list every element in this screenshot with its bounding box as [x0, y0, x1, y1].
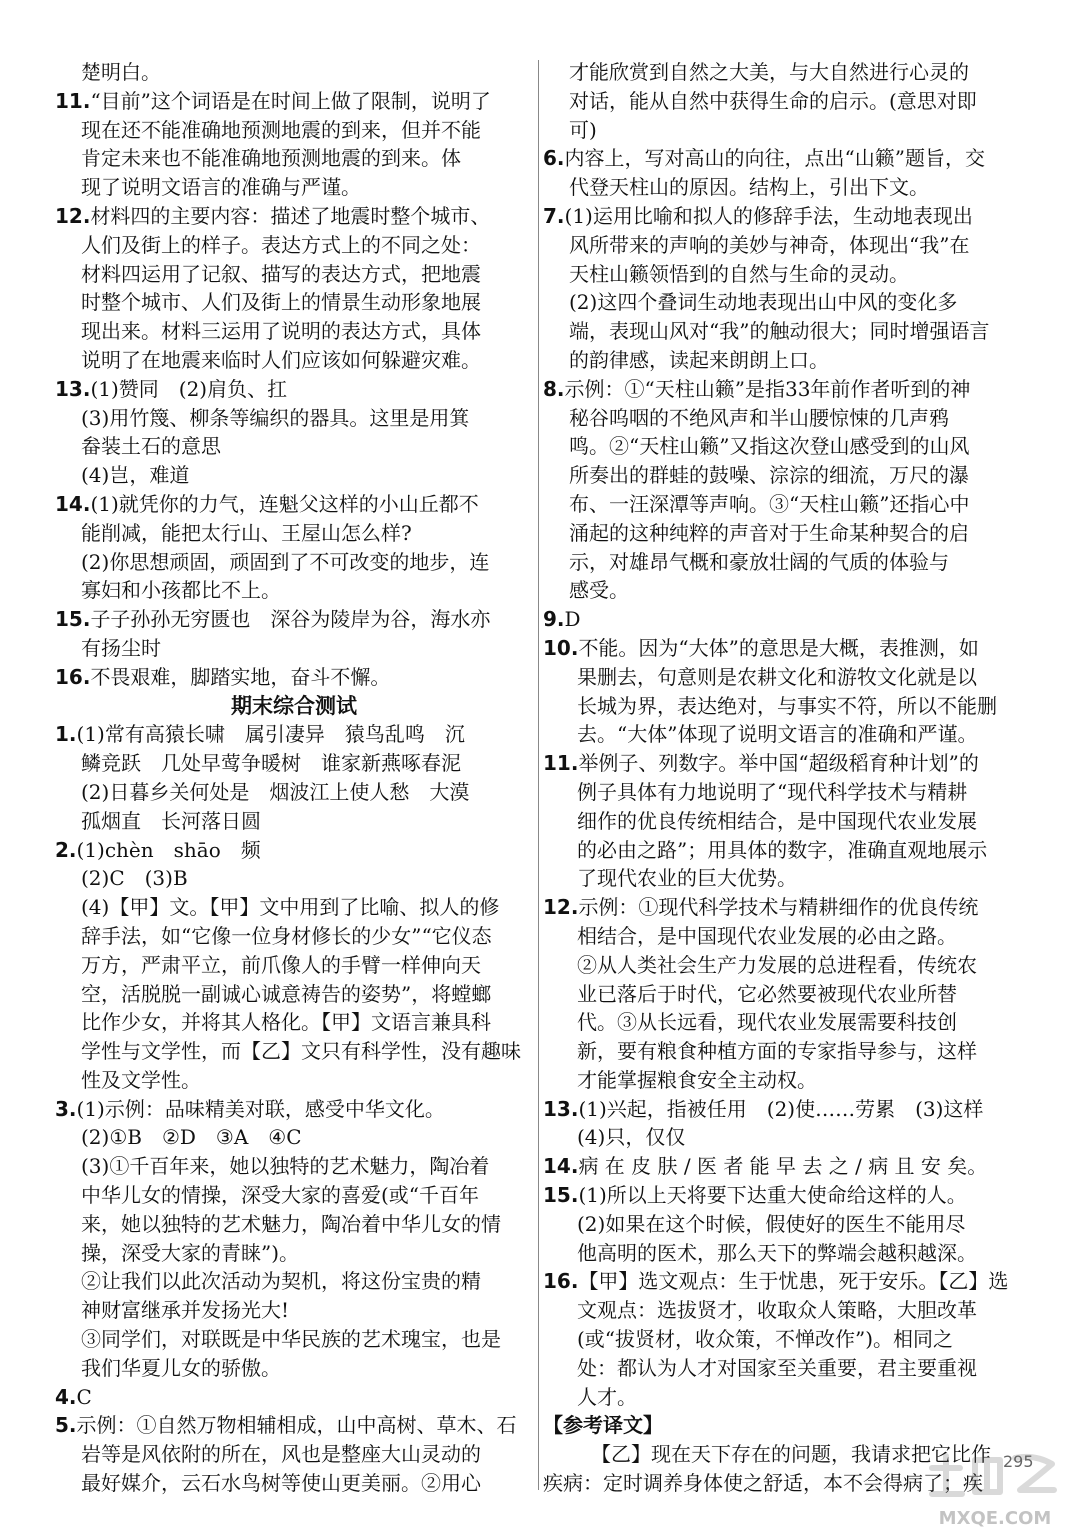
answer-line — [55, 778, 533, 807]
answer-line — [55, 1181, 533, 1210]
answer-line — [55, 1383, 533, 1412]
answer-line — [55, 893, 533, 922]
question-number: 9. — [543, 607, 565, 632]
answer-line — [55, 807, 533, 836]
answer-text: 材料四运用了记叙、描写的表达方式，把地震 — [81, 261, 481, 286]
answer-line — [55, 1325, 533, 1354]
answer-line — [55, 1469, 533, 1498]
answer-text: 疾病：定时调养身体使之舒适，本不会得病了；疾 — [543, 1471, 983, 1496]
answer-text: 处：都认为人才对国家至关重要，君主要重视 — [577, 1355, 977, 1380]
answer-text: 比作少女，并将其人格化。【甲】文语言兼具科 — [81, 1010, 491, 1035]
answer-text: 果删去，句意则是农耕文化和游牧文化就是以 — [577, 664, 977, 689]
answer-line — [543, 720, 1021, 749]
question-number: 14. — [55, 491, 91, 516]
answer-text: 所奏出的群蛙的鼓噪、淙淙的细流，万尺的瀑 — [569, 463, 969, 488]
answer-text: (1)运用比喻和拟人的修辞手法，生动地表现出 — [564, 203, 973, 228]
answer-line — [543, 634, 1021, 663]
answer-text: 神财富继承并发扬光大! — [81, 1298, 290, 1323]
answer-line — [55, 951, 533, 980]
answer-text: (3)①千百年来，她以独特的艺术魅力，陶冶着 — [81, 1154, 490, 1179]
answer-line — [543, 1411, 1021, 1440]
answer-text: 了现代农业的巨大优势。 — [577, 866, 797, 891]
answer-text: 性及文学性。 — [81, 1067, 201, 1092]
answer-line — [543, 1325, 1021, 1354]
answer-text: 对话，能从自然中获得生命的启示。(意思对即 — [569, 88, 977, 113]
answer-line — [543, 231, 1021, 260]
question-number: 12. — [543, 895, 579, 920]
answer-line — [543, 288, 1021, 317]
answer-line — [543, 1181, 1021, 1210]
answer-text: (1)所以上天将要下达重大使命给这样的人。 — [578, 1183, 967, 1208]
answer-line — [543, 807, 1021, 836]
answer-text: 操，深受大家的青睐”)。 — [81, 1240, 300, 1265]
answer-line — [543, 1267, 1021, 1296]
answer-line — [543, 1152, 1021, 1181]
answer-line — [543, 1210, 1021, 1239]
answer-line — [543, 1296, 1021, 1325]
answer-line — [543, 692, 1021, 721]
question-number: 1. — [55, 722, 77, 747]
answer-line — [543, 1354, 1021, 1383]
answer-line — [55, 231, 533, 260]
answer-line — [55, 864, 533, 893]
answer-text: 的韵律感，读起来朗朗上口。 — [569, 347, 829, 372]
answer-text: (或“拔贤材，收众策，不惮改作”)。相同之 — [577, 1327, 954, 1352]
answer-line — [55, 1296, 533, 1325]
answer-line — [55, 548, 533, 577]
answer-line — [55, 260, 533, 289]
question-number: 4. — [55, 1384, 77, 1409]
answer-text: 代。③从长远看，现代农业发展需要科技创 — [577, 1010, 957, 1035]
answer-line — [55, 346, 533, 375]
answer-text: C — [76, 1384, 92, 1409]
answer-text: 学性与文学性，而【乙】文只有科学性，没有趣味 — [81, 1039, 521, 1064]
answer-text: 现在还不能准确地预测地震的到来，但并不能 — [81, 117, 481, 142]
answer-text: 才能欣赏到自然之大美，与大自然进行心灵的 — [569, 60, 969, 84]
answer-text: 材料四的主要内容：描述了地震时整个城市、 — [90, 203, 491, 228]
answer-text: 去。“大体”体现了说明文语言的准确和严谨。 — [577, 722, 978, 747]
answer-text: (4)只，仅仅 — [577, 1125, 686, 1150]
reference-heading: 【参考译文】 — [543, 1413, 663, 1438]
answer-line — [543, 1037, 1021, 1066]
answer-line — [543, 519, 1021, 548]
answer-text: 不能。因为“大体”的意思是大概，表推测，如 — [578, 635, 979, 660]
watermark-text: MXQE.COM — [938, 1508, 1052, 1529]
answer-text: 岩等是风依附的所在，风也是整座大山灵动的 — [81, 1442, 481, 1467]
question-number: 6. — [543, 146, 565, 171]
answer-text: (2)C (3)B — [81, 866, 188, 891]
answer-text: D — [564, 607, 581, 632]
answer-line — [543, 778, 1021, 807]
answer-line — [55, 375, 533, 404]
page-number: 295 — [1003, 1452, 1034, 1471]
question-number: 14. — [543, 1154, 579, 1179]
answer-text: 业已落后于时代，它必然要被现代农业所替 — [577, 981, 957, 1006]
answer-text: 示例：①“天柱山籁”是指33年前作者听到的神 — [564, 376, 971, 401]
answer-line — [543, 202, 1021, 231]
answer-text: (1)常有高猿长啸 属引凄异 猿鸟乱鸣 沉 — [76, 722, 465, 747]
answer-text: 天柱山籁领悟到的自然与生命的灵动。 — [569, 261, 909, 286]
answer-text: 肯定未来也不能准确地预测地震的到来。体 — [81, 146, 461, 171]
answer-text: 内容上，写对高山的向往，点出“山籁”题旨，交 — [564, 146, 985, 171]
answer-text: 感受。 — [569, 578, 629, 603]
answer-text: 说明了在地震来临时人们应该如何躲避灾难。 — [81, 347, 481, 372]
answer-text: 布、一汪深潭等声响。③“天柱山籁”还指心中 — [569, 491, 970, 516]
answer-text: 他高明的医术，那么天下的弊端会越积越深。 — [577, 1240, 977, 1265]
answer-line — [55, 116, 533, 145]
answer-text: 现出来。材料三运用了说明的表达方式，具体 — [81, 319, 481, 344]
answer-text: (2)①B ②D ③A ④C — [81, 1125, 302, 1150]
answer-line — [55, 980, 533, 1009]
answer-text: (3)用竹篾、柳条等编织的器具。这里是用箕 — [81, 405, 470, 430]
question-number: 2. — [55, 837, 77, 862]
answer-line — [543, 260, 1021, 289]
answer-text: (2)你思想顽固，顽固到了不可改变的地步，连 — [81, 549, 490, 574]
answer-line — [543, 548, 1021, 577]
section-title: 期末综合测试 — [231, 693, 357, 718]
answer-text: 现了说明文语言的准确与严谨。 — [81, 175, 361, 200]
answer-text: (1)赞同 (2)肩负、扛 — [90, 376, 288, 401]
answer-text: 辞手法，如“它像一位身材修长的少女”“它仪态 — [81, 923, 492, 948]
answer-line — [543, 58, 1021, 87]
question-number: 16. — [55, 664, 91, 689]
question-number: 15. — [55, 607, 91, 632]
question-number: 15. — [543, 1183, 579, 1208]
answer-line — [55, 173, 533, 202]
answer-line — [55, 1008, 533, 1037]
answer-line — [55, 1440, 533, 1469]
answer-line — [55, 58, 533, 87]
answer-line — [543, 1123, 1021, 1152]
question-number: 5. — [55, 1413, 77, 1438]
question-number: 7. — [543, 203, 565, 228]
watermark-logo — [920, 1446, 1070, 1531]
answer-text: 人们及街上的样子。表达方式上的不同之处： — [81, 232, 481, 257]
answer-text: 的必由之路”；用具体的数字，准确直观地展示 — [577, 837, 988, 862]
answer-line — [55, 1095, 533, 1124]
question-number: 16. — [543, 1269, 579, 1294]
question-number: 8. — [543, 376, 565, 401]
answer-line — [543, 1383, 1021, 1412]
answer-line — [543, 144, 1021, 173]
answer-text: (1)就凭你的力气，连魁父这样的小山丘都不 — [90, 491, 479, 516]
left-column — [55, 58, 533, 1498]
answer-line — [543, 87, 1021, 116]
answer-text: 能削减，能把太行山、王屋山怎么样? — [81, 520, 412, 545]
answer-line — [55, 1267, 533, 1296]
answer-line — [543, 461, 1021, 490]
answer-line — [55, 87, 533, 116]
answer-line — [543, 116, 1021, 145]
answer-text: 空，活脱脱一副诚心诚意祷告的姿势”，将螳螂 — [81, 981, 492, 1006]
question-number: 10. — [543, 635, 579, 660]
answer-text: 鳞竞跃 几处早莺争暖树 谁家新燕啄春泥 — [81, 751, 461, 776]
answer-line — [543, 1095, 1021, 1124]
answer-text: (4)【甲】文。【甲】文中用到了比喻、拟人的修 — [81, 895, 500, 920]
answer-text: ③同学们，对联既是中华民族的艺术瑰宝，也是 — [81, 1327, 501, 1352]
answer-line — [55, 202, 533, 231]
question-number: 11. — [55, 88, 91, 113]
answer-line — [55, 1037, 533, 1066]
answer-text: 楚明白。 — [81, 60, 161, 84]
answer-line — [543, 922, 1021, 951]
answer-text: 畚装土石的意思 — [81, 434, 221, 459]
answer-text: 中华儿女的情操，深受大家的喜爱(或“千百年 — [81, 1183, 480, 1208]
answer-line — [55, 1239, 533, 1268]
answer-text: 示，对雄昂气概和豪放壮阔的气质的体验与 — [569, 549, 949, 574]
answer-text: 来，她以独特的艺术魅力，陶冶着中华儿女的情 — [81, 1211, 501, 1236]
answer-text: 例子具体有力地说明了“现代科学技术与精耕 — [577, 779, 968, 804]
answer-line — [543, 980, 1021, 1009]
answer-text: 示例：①现代科学技术与精耕细作的优良传统 — [578, 895, 979, 920]
answer-line — [543, 605, 1021, 634]
question-number: 13. — [55, 376, 91, 401]
answer-text: 不畏艰难，脚踏实地，奋斗不懈。 — [90, 664, 391, 689]
answer-line — [55, 836, 533, 865]
answer-line — [543, 404, 1021, 433]
answer-text: 最好媒介，云石水鸟树等使山更美丽。②用心 — [81, 1471, 481, 1496]
answer-text: ②让我们以此次活动为契机，将这份宝贵的精 — [81, 1269, 481, 1294]
answer-text: 才能掌握粮食安全主动权。 — [577, 1067, 817, 1092]
question-number: 3. — [55, 1096, 77, 1121]
answer-line — [55, 720, 533, 749]
answer-text: (1)兴起，指被任用 (2)使……劳累 (3)这样 — [578, 1096, 984, 1121]
answer-line — [55, 1066, 533, 1095]
answer-line — [55, 634, 533, 663]
answer-line — [543, 432, 1021, 461]
answer-text: (2)这四个叠词生动地表现出山中风的变化多 — [569, 290, 958, 315]
answer-text: 新，要有粮食种植方面的专家指导参与，这样 — [577, 1039, 977, 1064]
answer-text: 秘谷呜咽的不绝风声和半山腰惊悚的几声鸦 — [569, 405, 949, 430]
answer-text: 孤烟直 长河落日圆 — [81, 808, 261, 833]
answer-line — [55, 605, 533, 634]
answer-text: 【甲】选文观点：生于忧患，死于安乐。【乙】选 — [578, 1269, 1009, 1294]
answer-line — [543, 317, 1021, 346]
answer-line — [543, 749, 1021, 778]
answer-line — [55, 1411, 533, 1440]
question-number: 11. — [543, 751, 579, 776]
answer-text: 【乙】现在天下存在的问题，我请求把它比作 — [591, 1442, 991, 1467]
answer-text: (4)岂，难道 — [81, 463, 190, 488]
question-number: 13. — [543, 1096, 579, 1121]
answer-text: “目前”这个词语是在时间上做了限制，说明了 — [90, 88, 491, 113]
answer-text: 时整个城市、人们及街上的情景生动形象地展 — [81, 290, 481, 315]
answer-line — [543, 663, 1021, 692]
answer-line — [55, 490, 533, 519]
answer-line — [55, 461, 533, 490]
answer-line — [55, 749, 533, 778]
answer-line — [55, 1354, 533, 1383]
answer-line — [55, 432, 533, 461]
answer-text: 寡妇和小孩都比不上。 — [81, 578, 281, 603]
answer-text: 子子孙孙无穷匮也 深谷为陵岸为谷，海水亦 — [90, 607, 491, 632]
answer-line — [543, 173, 1021, 202]
answer-line — [55, 317, 533, 346]
answer-text: 举例子、列数字。举中国“超级稻育种计划”的 — [578, 751, 979, 776]
answer-line — [543, 490, 1021, 519]
answer-text: 代登天柱山的原因。结构上，引出下文。 — [569, 175, 929, 200]
answer-text: 长城为界，表达绝对，与事实不符，所以不能删 — [577, 693, 997, 718]
answer-text: 人才。 — [577, 1384, 637, 1409]
answer-text: 可) — [569, 117, 597, 142]
answer-text: 端，表现山风对“我”的触动很大；同时增强语言 — [569, 319, 990, 344]
answer-line — [55, 1152, 533, 1181]
answer-line — [55, 404, 533, 433]
right-column — [543, 58, 1021, 1498]
answer-text: (2)日暮乡关何处是 烟波江上使人愁 大漠 — [81, 779, 470, 804]
answer-text: (1)示例：品味精美对联，感受中华文化。 — [76, 1096, 445, 1121]
answer-text: 有扬尘时 — [81, 635, 161, 660]
answer-text: 万方，严肃平立，前爪像人的手臂一样伸向天 — [81, 952, 481, 977]
answer-text: (1)chèn shāo 频 — [76, 837, 261, 862]
answer-line — [543, 576, 1021, 605]
answer-text: 示例：①自然万物相辅相成，山中高树、草木、石 — [76, 1413, 517, 1438]
answer-text: (2)如果在这个时候，假使好的医生不能用尽 — [577, 1211, 966, 1236]
answer-line — [55, 663, 533, 692]
answer-line — [543, 893, 1021, 922]
answer-line — [543, 864, 1021, 893]
answer-text: 细作的优良传统相结合，是中国现代农业发展 — [577, 808, 977, 833]
answer-line — [55, 1210, 533, 1239]
answer-line — [55, 144, 533, 173]
answer-text: 病 在 皮 肤 / 医 者 能 早 去 之 / 病 且 安 矣。 — [578, 1154, 988, 1179]
answer-text: ②从人类社会生产力发展的总进程看，传统农 — [577, 952, 977, 977]
answer-line — [55, 1123, 533, 1152]
answer-line — [55, 288, 533, 317]
column-divider — [538, 60, 539, 1490]
answer-text: 涌起的这种纯粹的声音对于生命某种契合的启 — [569, 520, 969, 545]
answer-line — [55, 576, 533, 605]
answer-line — [55, 922, 533, 951]
answer-text: 鸣。②“天柱山籁”又指这次登山感受到的山风 — [569, 434, 970, 459]
answer-line — [543, 375, 1021, 404]
answer-line — [543, 346, 1021, 375]
answer-text: 我们华夏儿女的骄傲。 — [81, 1355, 281, 1380]
answer-line — [543, 1066, 1021, 1095]
answer-text: 风所带来的声响的美妙与神奇，体现出“我”在 — [569, 232, 970, 257]
answer-text: 文观点：选拔贤才，收取众人策略，大胆改革 — [577, 1298, 977, 1323]
question-number: 12. — [55, 203, 91, 228]
answer-line — [55, 519, 533, 548]
answer-line — [543, 951, 1021, 980]
answer-text: 相结合，是中国现代农业发展的必由之路。 — [577, 923, 957, 948]
answer-line — [543, 1008, 1021, 1037]
answer-line — [543, 1239, 1021, 1268]
answer-line — [543, 836, 1021, 865]
